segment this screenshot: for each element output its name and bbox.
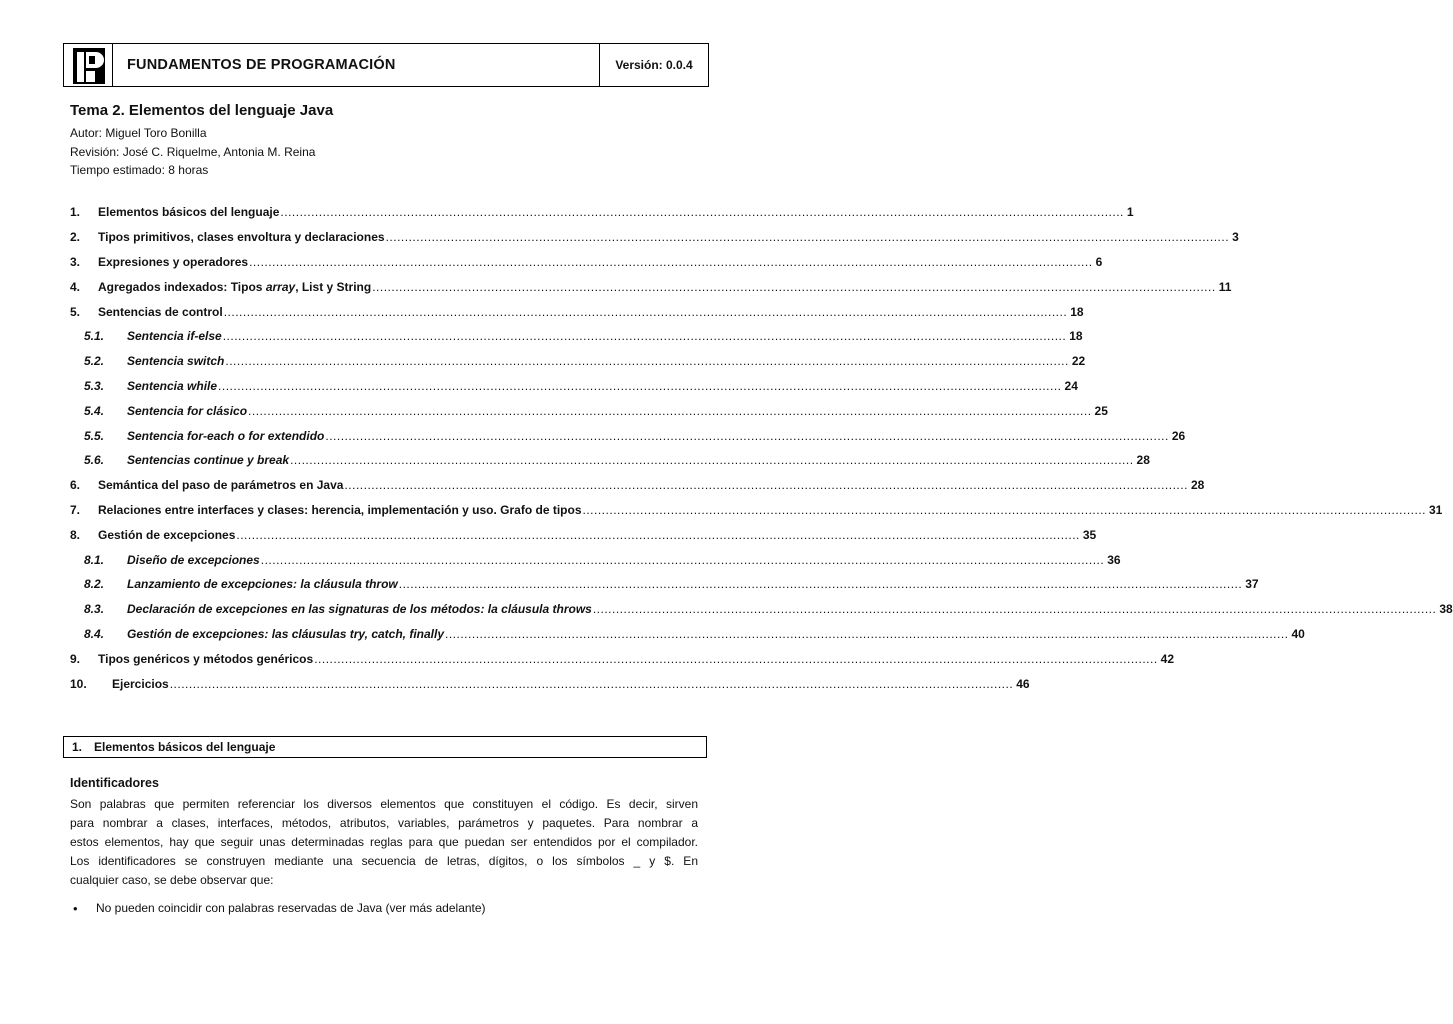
- toc-page-number: 37: [1245, 577, 1259, 592]
- toc-label: Elementos básicos del lenguaje: [98, 205, 280, 220]
- toc-page-number: 42: [1160, 651, 1175, 666]
- toc-entry: [70, 671, 1030, 696]
- toc-leader: ............................................................................................................................................................................................................................: [445, 626, 1289, 641]
- toc-label: Sentencia for-each o for extendido: [127, 428, 325, 443]
- toc-entry: [70, 324, 1083, 349]
- toc-text: [112, 676, 1030, 691]
- toc-number: 1.: [70, 205, 81, 220]
- paragraph-line: Los identificadores se construyen mediante una secuencia de letras, dígitos, o los símbolos _ y $. En: [70, 854, 698, 868]
- toc-entry: [70, 522, 1097, 547]
- time-line: Tiempo estimado: 8 horas: [70, 163, 209, 177]
- toc-text: [127, 403, 1108, 418]
- toc-label: Expresiones y operadores: [98, 254, 249, 269]
- document-header: [63, 43, 709, 87]
- toc-text: [98, 254, 1103, 269]
- toc-text: [98, 478, 1205, 493]
- toc-entry: [70, 398, 1108, 423]
- toc-label: Sentencias continue y break: [127, 453, 290, 468]
- toc-number: 8.2.: [84, 577, 105, 592]
- section-number: 1.: [72, 740, 83, 754]
- toc-page-number: 24: [1064, 378, 1078, 393]
- toc-entry: [70, 374, 1078, 399]
- toc-number: 7.: [70, 502, 81, 517]
- toc-text: [98, 527, 1097, 542]
- toc-entry: [70, 572, 1259, 597]
- toc-page-number: 46: [1016, 676, 1030, 691]
- toc-number: 5.2.: [84, 354, 105, 369]
- toc-page-number: 18: [1070, 304, 1084, 319]
- toc-text: [98, 304, 1084, 319]
- toc-label: Agregados indexados: Tipos array, List y String: [98, 279, 372, 294]
- paragraph-line: cualquier caso, se debe observar que:: [70, 873, 274, 887]
- toc-entry: [70, 200, 1134, 225]
- section-title: Elementos básicos del lenguaje: [94, 740, 276, 754]
- toc-leader: ............................................................................................................................................................................................................................: [249, 254, 1093, 269]
- table-of-contents: [70, 200, 1453, 696]
- author-line: Autor: Miguel Toro Bonilla: [70, 126, 207, 140]
- toc-text: [98, 205, 1134, 220]
- toc-leader: ............................................................................................................................................................................................................................: [385, 230, 1230, 245]
- toc-number: 10.: [70, 676, 87, 691]
- toc-leader: ............................................................................................................................................................................................................................: [248, 403, 1092, 418]
- toc-number: 8.3.: [84, 602, 105, 617]
- toc-entry: [70, 274, 1232, 299]
- toc-text: [127, 354, 1086, 369]
- toc-page-number: 38: [1439, 602, 1453, 617]
- toc-number: 6.: [70, 478, 81, 493]
- toc-entry: [70, 473, 1205, 498]
- toc-label: Gestión de excepciones: [98, 527, 236, 542]
- toc-text: [127, 428, 1186, 443]
- toc-entry: [70, 299, 1084, 324]
- toc-text: [127, 602, 1453, 617]
- toc-label: Diseño de excepciones: [127, 552, 260, 567]
- revision-line: Revisión: José C. Riquelme, Antonia M. Reina: [70, 145, 316, 159]
- toc-leader: ............................................................................................................................................................................................................................: [325, 428, 1169, 443]
- toc-page-number: 18: [1069, 329, 1083, 344]
- toc-entry: [70, 448, 1150, 473]
- toc-number: 2.: [70, 230, 81, 245]
- toc-page-number: 35: [1082, 527, 1097, 542]
- toc-text: [127, 626, 1305, 641]
- toc-label: Sentencia switch: [127, 354, 225, 369]
- fp-logo-icon: [72, 47, 106, 85]
- toc-label: Sentencia for clásico: [127, 403, 248, 418]
- toc-page-number: 31: [1429, 502, 1443, 517]
- toc-number: 4.: [70, 279, 81, 294]
- toc-label: Relaciones entre interfaces y clases: herencia, implementación y uso. Grafo de tipos: [98, 502, 582, 517]
- version-label: Versión: 0.0.4: [599, 44, 708, 86]
- toc-label: Semántica del paso de parámetros en Java: [98, 478, 344, 493]
- toc-label: Sentencia while: [127, 378, 218, 393]
- section-heading-box: [63, 736, 707, 758]
- toc-number: 8.1.: [84, 552, 105, 567]
- bullet-item: [70, 901, 486, 916]
- toc-text: [127, 453, 1150, 468]
- toc-page-number: 6: [1095, 254, 1103, 269]
- toc-text: [127, 552, 1121, 567]
- toc-number: 5.1.: [84, 329, 105, 344]
- toc-label: Ejercicios: [112, 676, 169, 691]
- toc-leader: ............................................................................................................................................................................................................................: [372, 279, 1216, 294]
- toc-entry: [70, 250, 1103, 275]
- toc-label: Sentencia if-else: [127, 329, 222, 344]
- course-title: FUNDAMENTOS DE PROGRAMACIÓN: [127, 57, 396, 73]
- logo-cell: [64, 44, 113, 86]
- toc-page-number: 22: [1071, 354, 1086, 369]
- toc-number: 5.4.: [84, 403, 105, 418]
- toc-text: [127, 577, 1259, 592]
- toc-leader: ............................................................................................................................................................................................................................: [592, 602, 1437, 617]
- toc-label: Lanzamiento de excepciones: la cláusula throw: [127, 577, 398, 592]
- toc-number: 5.5.: [84, 428, 105, 443]
- toc-leader: ............................................................................................................................................................................................................................: [169, 676, 1014, 691]
- toc-page-number: 40: [1291, 626, 1305, 641]
- toc-page-number: 28: [1136, 453, 1150, 468]
- toc-label: Declaración de excepciones en las signaturas de los métodos: la cláusula throws: [127, 602, 592, 617]
- toc-number: 5.: [70, 304, 81, 319]
- bullet-text: No pueden coincidir con palabras reservadas de Java (ver más adelante): [96, 901, 486, 915]
- toc-page-number: 36: [1107, 552, 1121, 567]
- toc-entry: [70, 225, 1239, 250]
- toc-text: [98, 279, 1232, 294]
- toc-label: Tipos genéricos y métodos genéricos: [98, 651, 314, 666]
- subheading: Identificadores: [70, 776, 159, 790]
- toc-leader: ............................................................................................................................................................................................................................: [223, 304, 1068, 319]
- toc-leader: ............................................................................................................................................................................................................................: [225, 354, 1069, 369]
- paragraph-line: Son palabras que permiten referenciar los diversos elementos que constituyen el código. Es decir, sirven: [70, 797, 698, 811]
- toc-number: 8.: [70, 527, 81, 542]
- toc-leader: ............................................................................................................................................................................................................................: [218, 378, 1062, 393]
- toc-page-number: 26: [1171, 428, 1186, 443]
- toc-page-number: 1: [1126, 205, 1134, 220]
- toc-leader: ............................................................................................................................................................................................................................: [398, 577, 1243, 592]
- toc-entry: [70, 622, 1305, 647]
- body-paragraph: [70, 795, 698, 890]
- bullet-icon: •: [73, 901, 78, 916]
- toc-page-number: 11: [1218, 279, 1232, 294]
- toc-number: 9.: [70, 651, 81, 666]
- toc-entry: [70, 646, 1175, 671]
- toc-entry: [70, 547, 1121, 572]
- toc-leader: ............................................................................................................................................................................................................................: [344, 478, 1188, 493]
- toc-leader: ............................................................................................................................................................................................................................: [236, 527, 1080, 542]
- toc-entry: [70, 423, 1186, 448]
- toc-leader: ............................................................................................................................................................................................................................: [260, 552, 1105, 567]
- toc-page-number: 28: [1190, 478, 1205, 493]
- toc-leader: ............................................................................................................................................................................................................................: [222, 329, 1067, 344]
- toc-number: 5.3.: [84, 378, 105, 393]
- toc-number: 5.6.: [84, 453, 105, 468]
- toc-leader: ............................................................................................................................................................................................................................: [314, 651, 1158, 666]
- toc-number: 8.4.: [84, 626, 105, 641]
- toc-entry: [70, 498, 1443, 523]
- toc-text: [127, 378, 1078, 393]
- toc-text: [98, 651, 1175, 666]
- toc-number: 3.: [70, 254, 81, 269]
- toc-label: Gestión de excepciones: las cláusulas try, catch, finally: [127, 626, 445, 641]
- toc-text: [98, 230, 1239, 245]
- toc-text: [98, 502, 1443, 517]
- toc-label: Sentencias de control: [98, 304, 223, 319]
- toc-page-number: 3: [1232, 230, 1239, 245]
- toc-text: [127, 329, 1083, 344]
- toc-label: Tipos primitivos, clases envoltura y declaraciones: [98, 230, 385, 245]
- toc-entry: [70, 349, 1086, 374]
- document-title: Tema 2. Elementos del lenguaje Java: [70, 102, 334, 119]
- toc-entry: [70, 597, 1453, 622]
- toc-leader: ............................................................................................................................................................................................................................: [582, 502, 1426, 517]
- paragraph-line: estos elementos, hay que seguir unas determinadas reglas para que puedan ser entendidos por el compilador.: [70, 835, 698, 849]
- toc-leader: ............................................................................................................................................................................................................................: [290, 453, 1134, 468]
- toc-leader: ............................................................................................................................................................................................................................: [280, 205, 1124, 220]
- toc-page-number: 25: [1094, 403, 1108, 418]
- paragraph-line: para nombrar a clases, interfaces, métodos, atributos, variables, parámetros y paquetes. Para nombrar a: [70, 816, 698, 830]
